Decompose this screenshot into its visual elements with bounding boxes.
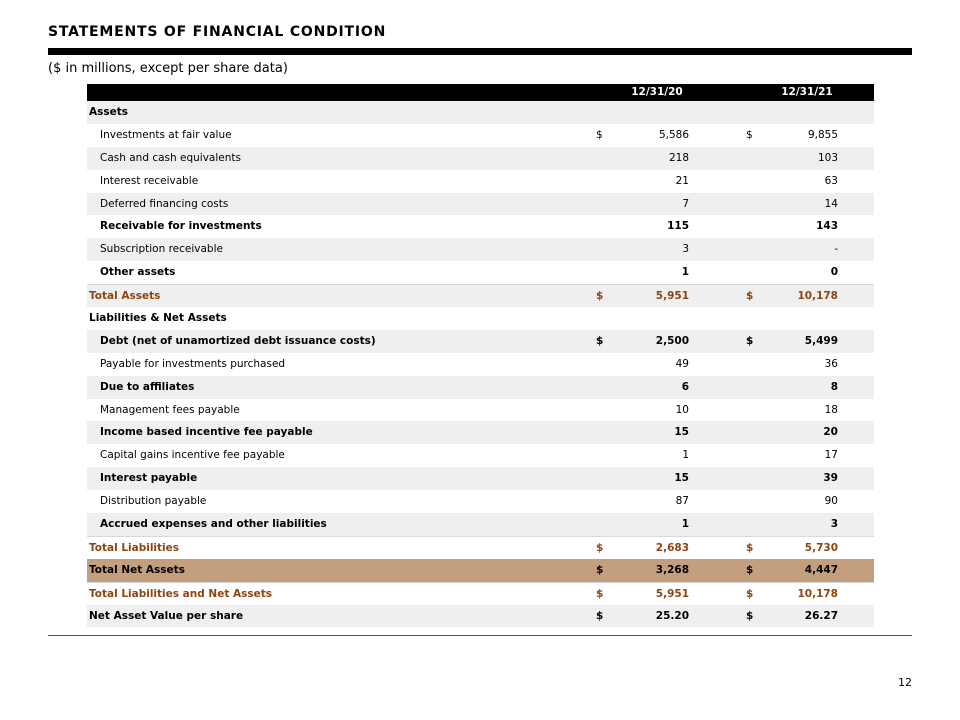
table-row <box>87 124 874 147</box>
row-label: Interest payable <box>100 472 198 485</box>
row-label: Total Assets <box>89 290 161 303</box>
value-2021: 5,499 <box>804 334 838 347</box>
row-label: Liabilities & Net Assets <box>89 312 227 325</box>
table-row <box>87 399 874 422</box>
value-2020: 2,683 <box>655 541 689 554</box>
value-2021: 14 <box>824 197 838 210</box>
column-header-2021: 12/31/21 <box>781 86 833 98</box>
value-2021: 10,178 <box>797 290 838 303</box>
table-row <box>87 513 874 536</box>
currency-symbol-2021: $ <box>746 609 754 622</box>
currency-symbol-2021: $ <box>746 563 754 576</box>
currency-symbol-2021: $ <box>746 541 754 554</box>
table-row <box>87 467 874 490</box>
page-number: 12 <box>898 676 912 689</box>
value-2020: 49 <box>675 357 689 370</box>
value-2020: 1 <box>681 266 689 279</box>
page-title: STATEMENTS OF FINANCIAL CONDITION <box>48 24 387 40</box>
row-label: Income based incentive fee payable <box>100 426 313 439</box>
row-label: Total Liabilities <box>89 541 180 554</box>
value-2020: 3,268 <box>655 563 689 576</box>
table-row <box>87 215 874 238</box>
currency-symbol-2021: $ <box>746 587 754 600</box>
value-2020: 25.20 <box>655 609 689 622</box>
value-2021: 26.27 <box>804 609 838 622</box>
table-row <box>87 261 874 284</box>
table-body <box>87 101 874 627</box>
row-label: Capital gains incentive fee payable <box>100 449 285 462</box>
value-2021: 10,178 <box>797 587 838 600</box>
table-row <box>87 353 874 376</box>
currency-symbol-2021: $ <box>746 290 754 303</box>
table-row <box>87 444 874 467</box>
value-2021: 20 <box>823 426 838 439</box>
row-label: Debt (net of unamortized debt issuance costs) <box>100 334 376 347</box>
row-label: Cash and cash equivalents <box>100 151 241 164</box>
row-label: Due to affiliates <box>100 380 195 393</box>
value-2020: 3 <box>682 243 689 256</box>
table-row <box>87 193 874 216</box>
table-row <box>87 284 874 307</box>
value-2021: 143 <box>816 220 838 233</box>
table-row <box>87 421 874 444</box>
row-label: Receivable for investments <box>100 220 262 233</box>
row-label: Total Liabilities and Net Assets <box>89 587 273 600</box>
value-2021: 36 <box>824 357 838 370</box>
value-2021: 0 <box>830 266 838 279</box>
value-2020: 1 <box>681 518 689 531</box>
value-2020: 10 <box>675 403 689 416</box>
value-2021: 5,730 <box>804 541 838 554</box>
table-row <box>87 376 874 399</box>
currency-symbol-2020: $ <box>596 541 604 554</box>
table-row <box>87 101 874 124</box>
value-2021: - <box>834 243 838 256</box>
value-2021: 9,855 <box>807 128 838 141</box>
value-2020: 7 <box>682 197 689 210</box>
value-2020: 15 <box>674 426 689 439</box>
currency-symbol-2020: $ <box>596 334 604 347</box>
row-label: Deferred financing costs <box>100 197 229 210</box>
value-2021: 39 <box>823 472 838 485</box>
currency-symbol-2020: $ <box>596 563 604 576</box>
table-row <box>87 490 874 513</box>
value-2021: 17 <box>824 449 838 462</box>
value-2020: 5,951 <box>655 587 689 600</box>
currency-symbol-2021: $ <box>746 334 754 347</box>
title-divider <box>48 48 912 55</box>
value-2020: 6 <box>681 380 689 393</box>
table-header <box>87 84 874 101</box>
row-label: Interest receivable <box>100 174 199 187</box>
value-2020: 15 <box>674 472 689 485</box>
table-row <box>87 307 874 330</box>
currency-symbol-2020: $ <box>596 128 603 141</box>
value-2021: 8 <box>830 380 838 393</box>
row-label: Net Asset Value per share <box>89 609 244 622</box>
value-2021: 63 <box>824 174 838 187</box>
table-row <box>87 147 874 170</box>
row-label: Management fees payable <box>100 403 240 416</box>
table-row <box>87 330 874 353</box>
value-2021: 90 <box>824 495 838 508</box>
value-2021: 103 <box>817 151 838 164</box>
value-2020: 2,500 <box>655 334 689 347</box>
currency-symbol-2021: $ <box>746 128 753 141</box>
row-label: Assets <box>89 106 129 118</box>
value-2021: 3 <box>830 518 838 531</box>
financial-condition-table <box>87 84 874 627</box>
row-label: Payable for investments purchased <box>100 357 286 370</box>
table-row <box>87 536 874 559</box>
table-row <box>87 582 874 605</box>
value-2020: 21 <box>675 174 689 187</box>
table-row <box>87 605 874 628</box>
table-row <box>87 238 874 261</box>
value-2020: 218 <box>668 151 689 164</box>
value-2020: 1 <box>682 449 689 462</box>
value-2020: 87 <box>675 495 689 508</box>
value-2021: 4,447 <box>804 563 838 576</box>
table-row <box>87 559 874 582</box>
table-row <box>87 170 874 193</box>
row-label: Accrued expenses and other liabilities <box>100 518 327 531</box>
row-label: Subscription receivable <box>100 243 223 256</box>
value-2020: 115 <box>667 220 689 233</box>
row-label: Distribution payable <box>100 495 207 508</box>
value-2021: 18 <box>824 403 838 416</box>
currency-symbol-2020: $ <box>596 609 604 622</box>
row-label: Investments at fair value <box>100 128 232 141</box>
page-subtitle: ($ in millions, except per share data) <box>48 61 288 76</box>
row-label: Total Net Assets <box>89 563 185 576</box>
currency-symbol-2020: $ <box>596 290 604 303</box>
value-2020: 5,951 <box>655 290 689 303</box>
currency-symbol-2020: $ <box>596 587 604 600</box>
column-header-2020: 12/31/20 <box>631 86 683 98</box>
value-2020: 5,586 <box>658 128 689 141</box>
row-label: Other assets <box>100 266 176 279</box>
bottom-divider <box>48 635 912 636</box>
